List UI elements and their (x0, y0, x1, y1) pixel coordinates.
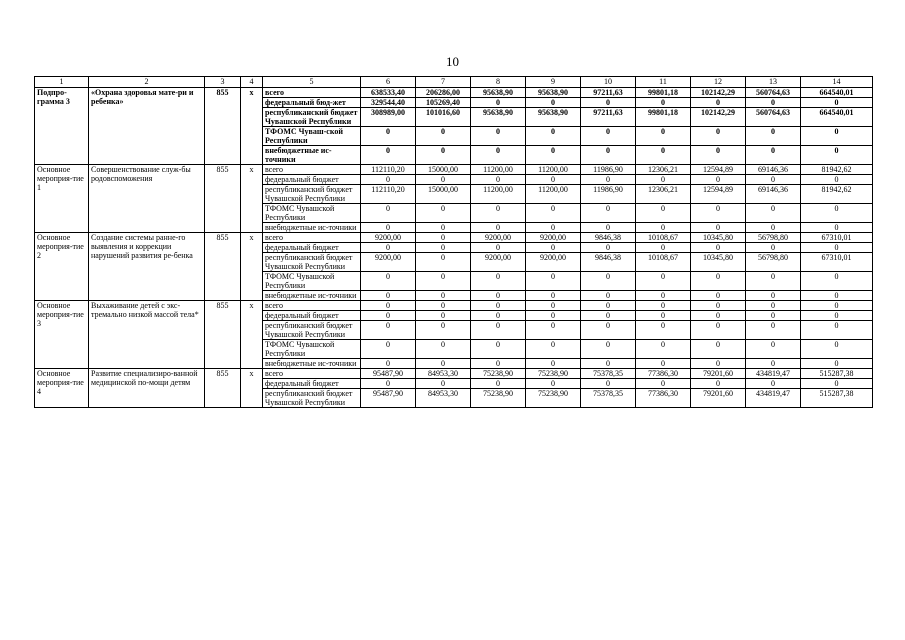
block-mark: x (241, 301, 263, 369)
funding-source: ТФОМС Чувашской Республики (263, 204, 361, 223)
value-cell: 638533,40 (361, 88, 416, 98)
value-cell: 112110,20 (361, 165, 416, 175)
column-header-11: 11 (636, 77, 691, 88)
value-cell: 0 (746, 272, 801, 291)
value-cell: 0 (581, 204, 636, 223)
funding-source: республиканский бюджет Чувашской Республики (263, 389, 361, 408)
value-cell: 11200,00 (526, 165, 581, 175)
column-header-5: 5 (263, 77, 361, 88)
value-cell: 0 (691, 272, 746, 291)
value-cell: 0 (526, 311, 581, 321)
value-cell: 15000,00 (416, 165, 471, 175)
value-cell: 0 (526, 359, 581, 369)
value-cell: 0 (746, 243, 801, 253)
value-cell: 515287,38 (801, 369, 873, 379)
value-cell: 77386,30 (636, 369, 691, 379)
value-cell: 0 (636, 204, 691, 223)
value-cell: 0 (471, 223, 526, 233)
value-cell: 0 (526, 321, 581, 340)
value-cell: 0 (581, 175, 636, 185)
block-code: 855 (205, 165, 241, 233)
value-cell: 0 (801, 340, 873, 359)
value-cell: 0 (746, 127, 801, 146)
value-cell: 69146,36 (746, 185, 801, 204)
value-cell: 0 (636, 175, 691, 185)
value-cell: 664540,01 (801, 108, 873, 127)
value-cell: 9200,00 (471, 253, 526, 272)
value-cell: 9846,38 (581, 233, 636, 243)
value-cell: 0 (471, 321, 526, 340)
value-cell: 0 (416, 233, 471, 243)
value-cell: 0 (746, 204, 801, 223)
value-cell: 0 (416, 272, 471, 291)
value-cell: 95638,90 (471, 108, 526, 127)
value-cell: 0 (361, 127, 416, 146)
value-cell: 75238,90 (471, 369, 526, 379)
value-cell: 97211,63 (581, 108, 636, 127)
value-cell: 0 (746, 291, 801, 301)
value-cell: 0 (581, 272, 636, 291)
value-cell: 0 (691, 321, 746, 340)
funding-source: республиканский бюджет Чувашской Республики (263, 321, 361, 340)
value-cell: 0 (526, 291, 581, 301)
budget-table (34, 76, 873, 408)
block-mark: x (241, 165, 263, 233)
block-code: 855 (205, 88, 241, 165)
value-cell: 0 (691, 340, 746, 359)
funding-source: федеральный бюджет (263, 379, 361, 389)
value-cell: 0 (636, 272, 691, 291)
funding-source: ТФОМС Чуваш-ской Республики (263, 127, 361, 146)
value-cell: 329544,40 (361, 98, 416, 108)
value-cell: 0 (691, 98, 746, 108)
funding-source: внебюджетные ис-точники (263, 146, 361, 165)
value-cell: 0 (691, 175, 746, 185)
funding-source: республиканский бюджет Чувашской Республики (263, 185, 361, 204)
value-cell: 0 (801, 98, 873, 108)
column-header-12: 12 (691, 77, 746, 88)
value-cell: 0 (581, 301, 636, 311)
value-cell: 0 (526, 98, 581, 108)
value-cell: 0 (361, 359, 416, 369)
value-cell: 79201,60 (691, 369, 746, 379)
value-cell: 11986,90 (581, 185, 636, 204)
value-cell: 0 (801, 272, 873, 291)
value-cell: 0 (526, 175, 581, 185)
value-cell: 0 (581, 98, 636, 108)
column-header-3: 3 (205, 77, 241, 88)
value-cell: 0 (471, 175, 526, 185)
value-cell: 0 (801, 204, 873, 223)
value-cell: 102142,29 (691, 108, 746, 127)
value-cell: 0 (416, 204, 471, 223)
value-cell: 0 (581, 291, 636, 301)
value-cell: 0 (801, 359, 873, 369)
value-cell: 0 (361, 311, 416, 321)
value-cell: 0 (471, 243, 526, 253)
value-cell: 75378,35 (581, 389, 636, 408)
value-cell: 0 (471, 272, 526, 291)
value-cell: 0 (691, 243, 746, 253)
value-cell: 15000,00 (416, 185, 471, 204)
block-mark: x (241, 369, 263, 408)
value-cell: 10108,67 (636, 253, 691, 272)
funding-source: федеральный бюд-жет (263, 98, 361, 108)
column-header-1: 1 (35, 77, 89, 88)
value-cell: 0 (801, 311, 873, 321)
block-description: Создание системы ранне-го выявления и коррекции нарушений развития ре-бенка (89, 233, 205, 301)
value-cell: 0 (581, 223, 636, 233)
value-cell: 0 (416, 253, 471, 272)
value-cell: 560764,63 (746, 108, 801, 127)
value-cell: 0 (801, 175, 873, 185)
value-cell: 434819,47 (746, 389, 801, 408)
value-cell: 56798,80 (746, 233, 801, 243)
value-cell: 75238,90 (526, 369, 581, 379)
block-description: Развитие специализиро-ванной медицинской по-мощи детям (89, 369, 205, 408)
funding-source: федеральный бюджет (263, 175, 361, 185)
value-cell: 0 (361, 146, 416, 165)
value-cell: 308989,00 (361, 108, 416, 127)
value-cell: 84953,30 (416, 369, 471, 379)
block-name: Основное мероприя-тие 1 (35, 165, 89, 233)
value-cell: 560764,63 (746, 88, 801, 98)
value-cell: 101016,60 (416, 108, 471, 127)
value-cell: 0 (746, 340, 801, 359)
value-cell: 0 (416, 175, 471, 185)
value-cell: 0 (416, 146, 471, 165)
value-cell: 9200,00 (361, 253, 416, 272)
value-cell: 0 (361, 272, 416, 291)
value-cell: 0 (416, 340, 471, 359)
value-cell: 434819,47 (746, 369, 801, 379)
column-number-row (35, 77, 873, 88)
value-cell: 0 (746, 175, 801, 185)
value-cell: 0 (746, 98, 801, 108)
value-cell: 77386,30 (636, 389, 691, 408)
value-cell: 56798,80 (746, 253, 801, 272)
funding-source: всего (263, 301, 361, 311)
value-cell: 0 (801, 146, 873, 165)
block-description: Совершенствование служ-бы родовспоможения (89, 165, 205, 233)
value-cell: 75238,90 (526, 389, 581, 408)
value-cell: 0 (581, 243, 636, 253)
value-cell: 0 (526, 243, 581, 253)
value-cell: 0 (636, 291, 691, 301)
value-cell: 12306,21 (636, 185, 691, 204)
value-cell: 0 (416, 321, 471, 340)
funding-source: федеральный бюджет (263, 243, 361, 253)
value-cell: 0 (801, 243, 873, 253)
value-cell: 0 (361, 379, 416, 389)
value-cell: 0 (416, 301, 471, 311)
funding-source: всего (263, 369, 361, 379)
value-cell: 0 (526, 204, 581, 223)
block-code: 855 (205, 233, 241, 301)
value-cell: 75378,35 (581, 369, 636, 379)
value-cell: 0 (416, 243, 471, 253)
value-cell: 0 (526, 146, 581, 165)
funding-source: ТФОМС Чувашской Республики (263, 272, 361, 291)
column-header-8: 8 (471, 77, 526, 88)
value-cell: 0 (636, 311, 691, 321)
value-cell: 0 (361, 321, 416, 340)
funding-source: внебюджетные ис-точники (263, 291, 361, 301)
value-cell: 0 (636, 127, 691, 146)
value-cell: 0 (361, 301, 416, 311)
value-cell: 0 (691, 291, 746, 301)
funding-source: внебюджетные ис-точники (263, 223, 361, 233)
value-cell: 0 (636, 301, 691, 311)
value-cell: 0 (801, 321, 873, 340)
value-cell: 0 (691, 204, 746, 223)
column-header-10: 10 (581, 77, 636, 88)
funding-source: всего (263, 88, 361, 98)
value-cell: 0 (581, 321, 636, 340)
value-cell: 0 (581, 311, 636, 321)
value-cell: 9200,00 (526, 233, 581, 243)
value-cell: 95638,90 (526, 108, 581, 127)
block-name: Основное мероприя-тие 4 (35, 369, 89, 408)
value-cell: 79201,60 (691, 389, 746, 408)
value-cell: 0 (636, 223, 691, 233)
value-cell: 0 (746, 301, 801, 311)
value-cell: 0 (746, 359, 801, 369)
value-cell: 0 (526, 301, 581, 311)
page-number: 10 (446, 54, 459, 69)
value-cell: 97211,63 (581, 88, 636, 98)
value-cell: 95638,90 (526, 88, 581, 98)
value-cell: 9200,00 (526, 253, 581, 272)
value-cell: 0 (636, 359, 691, 369)
funding-source: республиканский бюджет Чувашской Республики (263, 253, 361, 272)
value-cell: 0 (471, 340, 526, 359)
block-name: Подпро-грамма 3 (35, 88, 89, 165)
value-cell: 0 (471, 204, 526, 223)
value-cell: 0 (416, 291, 471, 301)
value-cell: 95638,90 (471, 88, 526, 98)
value-cell: 12306,21 (636, 165, 691, 175)
funding-source: республиканский бюджет Чувашской Республики (263, 108, 361, 127)
value-cell: 0 (361, 340, 416, 359)
value-cell: 0 (636, 340, 691, 359)
funding-source: всего (263, 233, 361, 243)
value-cell: 0 (636, 243, 691, 253)
value-cell: 0 (746, 311, 801, 321)
value-cell: 0 (581, 127, 636, 146)
value-cell: 9200,00 (361, 233, 416, 243)
column-header-6: 6 (361, 77, 416, 88)
funding-source: всего (263, 165, 361, 175)
value-cell: 75238,90 (471, 389, 526, 408)
value-cell: 0 (361, 204, 416, 223)
value-cell: 69146,36 (746, 165, 801, 175)
value-cell: 67310,01 (801, 233, 873, 243)
block-code: 855 (205, 369, 241, 408)
value-cell: 10345,80 (691, 253, 746, 272)
funding-source: федеральный бюджет (263, 311, 361, 321)
value-cell: 0 (416, 311, 471, 321)
value-cell: 0 (471, 98, 526, 108)
value-cell: 99801,18 (636, 88, 691, 98)
value-cell: 12594,89 (691, 165, 746, 175)
value-cell: 0 (526, 272, 581, 291)
value-cell: 0 (361, 175, 416, 185)
block-code: 855 (205, 301, 241, 369)
table-row (35, 369, 873, 379)
value-cell: 0 (471, 301, 526, 311)
value-cell: 0 (691, 311, 746, 321)
value-cell: 0 (361, 223, 416, 233)
value-cell: 0 (801, 301, 873, 311)
value-cell: 84953,30 (416, 389, 471, 408)
value-cell: 9846,38 (581, 253, 636, 272)
value-cell: 0 (636, 379, 691, 389)
value-cell: 0 (691, 301, 746, 311)
block-mark: x (241, 88, 263, 165)
value-cell: 95487,90 (361, 369, 416, 379)
value-cell: 0 (471, 127, 526, 146)
value-cell: 0 (691, 146, 746, 165)
value-cell: 67310,01 (801, 253, 873, 272)
column-header-14: 14 (801, 77, 873, 88)
value-cell: 0 (526, 223, 581, 233)
value-cell: 0 (691, 127, 746, 146)
value-cell: 206286,00 (416, 88, 471, 98)
value-cell: 0 (801, 127, 873, 146)
column-header-2: 2 (89, 77, 205, 88)
value-cell: 0 (416, 223, 471, 233)
block-description: «Охрана здоровья мате-ри и ребенка» (89, 88, 205, 165)
value-cell: 0 (526, 379, 581, 389)
value-cell: 0 (691, 223, 746, 233)
block-mark: x (241, 233, 263, 301)
table-row (35, 301, 873, 311)
value-cell: 0 (361, 291, 416, 301)
value-cell: 0 (581, 359, 636, 369)
block-description: Выхаживание детей с экс-тремально низкой массой тела* (89, 301, 205, 369)
value-cell: 0 (581, 340, 636, 359)
column-header-4: 4 (241, 77, 263, 88)
value-cell: 10345,80 (691, 233, 746, 243)
funding-source: внебюджетные ис-точники (263, 359, 361, 369)
value-cell: 0 (581, 379, 636, 389)
value-cell: 0 (416, 379, 471, 389)
value-cell: 0 (691, 359, 746, 369)
value-cell: 0 (636, 146, 691, 165)
value-cell: 0 (801, 291, 873, 301)
table-row (35, 88, 873, 98)
value-cell: 12594,89 (691, 185, 746, 204)
value-cell: 95487,90 (361, 389, 416, 408)
value-cell: 0 (526, 127, 581, 146)
value-cell: 105269,40 (416, 98, 471, 108)
value-cell: 0 (526, 340, 581, 359)
funding-source: ТФОМС Чувашской Республики (263, 340, 361, 359)
value-cell: 11200,00 (526, 185, 581, 204)
value-cell: 0 (691, 379, 746, 389)
value-cell: 0 (361, 243, 416, 253)
table-row (35, 165, 873, 175)
value-cell: 0 (746, 223, 801, 233)
value-cell: 99801,18 (636, 108, 691, 127)
value-cell: 0 (416, 359, 471, 369)
value-cell: 0 (416, 127, 471, 146)
value-cell: 0 (801, 223, 873, 233)
value-cell: 0 (471, 379, 526, 389)
value-cell: 0 (471, 291, 526, 301)
table-row (35, 233, 873, 243)
value-cell: 10108,67 (636, 233, 691, 243)
value-cell: 0 (746, 146, 801, 165)
value-cell: 0 (581, 146, 636, 165)
value-cell: 11986,90 (581, 165, 636, 175)
value-cell: 112110,20 (361, 185, 416, 204)
column-header-7: 7 (416, 77, 471, 88)
value-cell: 81942,62 (801, 165, 873, 175)
value-cell: 0 (746, 321, 801, 340)
value-cell: 11200,00 (471, 165, 526, 175)
block-name: Основное мероприя-тие 3 (35, 301, 89, 369)
value-cell: 515287,38 (801, 389, 873, 408)
column-header-9: 9 (526, 77, 581, 88)
table-body (35, 77, 873, 408)
value-cell: 0 (471, 311, 526, 321)
value-cell: 102142,29 (691, 88, 746, 98)
value-cell: 0 (471, 359, 526, 369)
value-cell: 664540,01 (801, 88, 873, 98)
value-cell: 0 (801, 379, 873, 389)
block-name: Основное мероприя-тие 2 (35, 233, 89, 301)
value-cell: 0 (746, 379, 801, 389)
value-cell: 0 (636, 98, 691, 108)
value-cell: 0 (636, 321, 691, 340)
value-cell: 9200,00 (471, 233, 526, 243)
column-header-13: 13 (746, 77, 801, 88)
value-cell: 0 (471, 146, 526, 165)
value-cell: 11200,00 (471, 185, 526, 204)
value-cell: 81942,62 (801, 185, 873, 204)
